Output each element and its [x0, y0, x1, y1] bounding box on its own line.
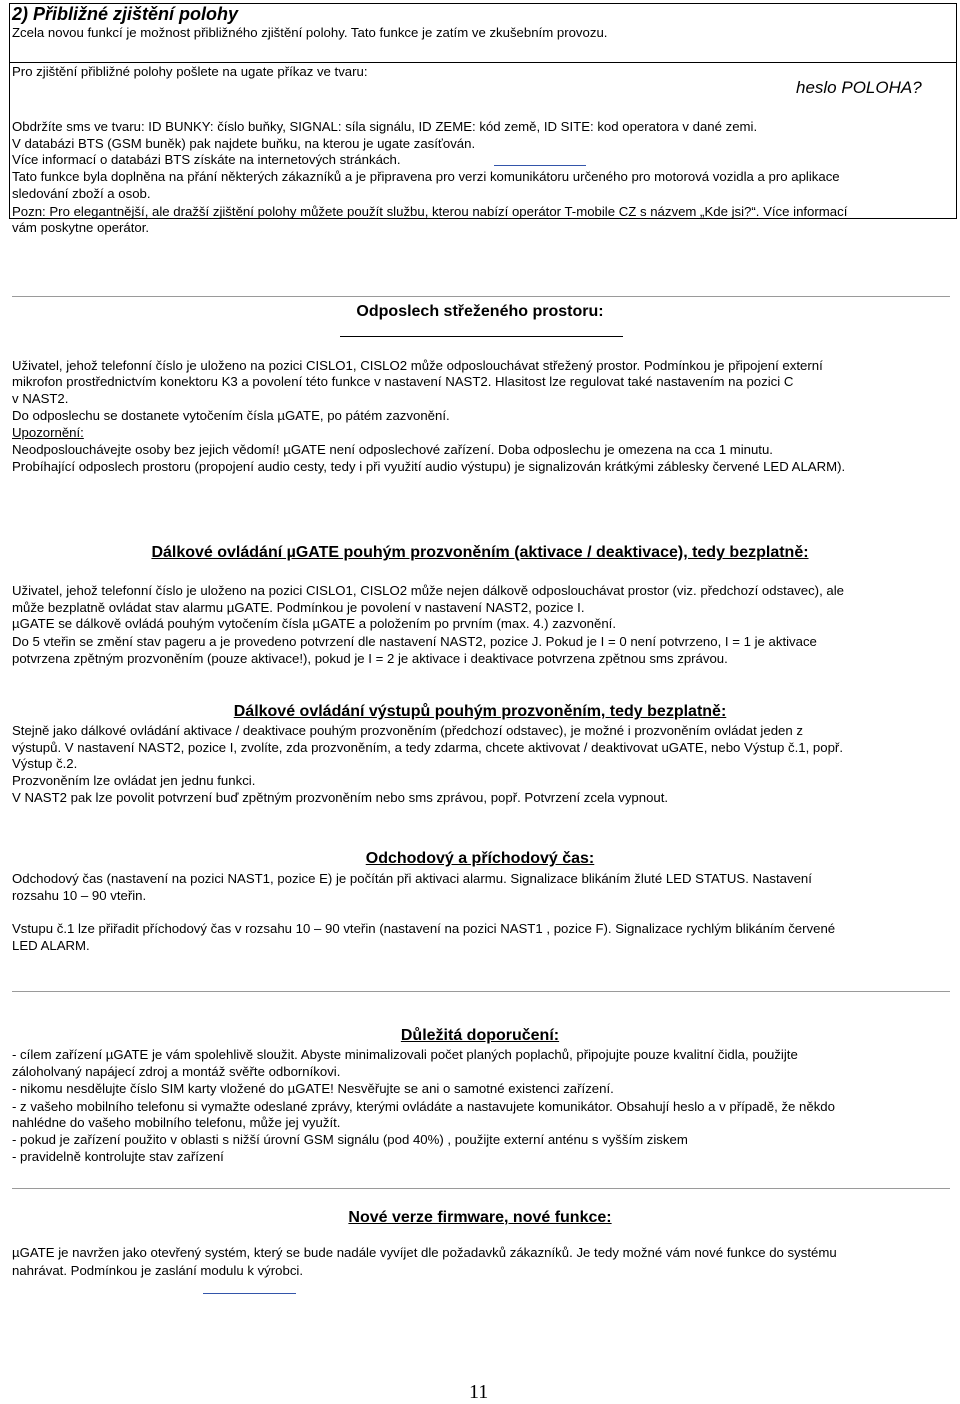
section2-title: 2) Přibližné zjištění polohy [12, 4, 239, 24]
doporuceni-line: - cílem zařízení µGATE je vám spolehlivě sloužit. Abyste minimalizovali počet planých poplachů, připojujte pouze kvalitní čidla, použijte [12, 1047, 798, 1062]
doporuceni-line: záloholvaný napájecí zdroj a montáž svěřte odborníkovi. [12, 1064, 341, 1079]
odposlech-warning-line: Probíhající odposlech prostoru (propojení audio cesty, tedy i při využití audio výstupu) je signalizován krátkými záblesky červené LED ALARM). [12, 459, 846, 474]
odposlech-line: v NAST2. [12, 391, 69, 406]
section2-line: Tato funkce byla doplněna na přání některých zákazníků a je připravena pro verzi komunikátoru určeného pro motorová vozidla a pro aplikace [12, 169, 840, 184]
vystupy-heading: Dálkové ovládání výstupů pouhým prozvoněním, tedy bezplatně: [233, 703, 727, 720]
section2-intro: Zcela novou funkcí je možnost přibližného zjištění polohy. Tato funkce je zatím ve zkušebním provozu. [12, 25, 608, 40]
odchod-line: rozsahu 10 – 90 vteřin. [12, 888, 147, 903]
section2-line: Pozn: Pro elegantnější, ale dražší zjištění polohy můžete použít službu, kterou nabízí operátor T-mobile CZ s názvem „Kde jsi?“. Více informací [12, 204, 848, 219]
doporuceni-line: - pravidelně kontrolujte stav zařízení [12, 1149, 224, 1164]
odchod-heading: Odchodový a příchodový čas: [365, 850, 595, 867]
section2-command-intro: Pro zjištění přibližné polohy pošlete na ugate příkaz ve tvaru: [12, 64, 368, 79]
firmware-line: µGATE je navržen jako otevřený systém, který se bude nadále vyvíjet dle požadavků zákazníků. Je tedy možné vám nové funkce do systému [12, 1245, 837, 1260]
doporuceni-line: - pokud je zařízení použito v oblasti s nižší úrovní GSM signálu (pod 40%) , použijte externí anténu s vyšším ziskem [12, 1132, 688, 1147]
vystupy-line: Prozvoněním lze ovládat jen jednu funkci. [12, 773, 256, 788]
odposlech-warning-line: Neodposlouchávejte osoby bez jejich vědomí! µGATE není odposlechové zařízení. Doba odposlechu je omezena na cca 1 minutu. [12, 442, 773, 457]
section2-command: heslo POLOHA? [796, 78, 922, 97]
odposlech-line: mikrofon prostřednictvím konektoru K3 a povolení této funkce v nastavení NAST2. Hlasitost lze regulovat také nastavením na pozici C [12, 374, 794, 389]
odchod-line: LED ALARM. [12, 938, 90, 953]
dalkove-line: Do 5 vteřin se změní stav pageru a je provedeno potvrzení dle nastavení NAST2, pozice J. Pokud je I = 0 není potvrzeno, I = 1 je aktivace [12, 634, 817, 649]
firmware-link-placeholder[interactable] [203, 1293, 296, 1294]
dalkove-line: může bezplatně ovládat stav alarmu µGATE. Podmínkou je povolení v nastavení NAST2, pozice I. [12, 600, 585, 615]
doporuceni-line: - z vašeho mobilního telefonu si vymažte odeslané zprávy, kterými ovládáte a nastavujete komunikátor. Obsahují heslo a v případě, že někdo [12, 1099, 835, 1114]
firmware-line: nahrávat. Podmínkou je zaslání modulu k výrobci. [12, 1263, 304, 1278]
vystupy-line: V NAST2 pak lze povolit potvrzení buď zpětným prozvoněním nebo sms zprávou, popř. Potvrzení zcela vypnout. [12, 790, 669, 805]
odposlech-line: Uživatel, jehož telefonní číslo je uloženo na pozici CISLO1, CISLO2 může odposlouchávat střežený prostor. Podmínkou je připojení externí [12, 358, 823, 373]
odchod-line: Odchodový čas (nastavení na pozici NAST1, pozice E) je počítán při aktivaci alarmu. Signalizace blikáním žluté LED STATUS. Nastavení [12, 871, 812, 886]
section2-link-placeholder[interactable] [494, 165, 586, 166]
section2-line: Více informací o databázi BTS získáte na internetových stránkách. [12, 152, 401, 167]
divider [12, 1188, 950, 1189]
vystupy-line: Stejně jako dálkové ovládání aktivace / deaktivace pouhým prozvoněním (předchozí odstavec), je možné i prozvoněním ovládat jeden z [12, 723, 803, 738]
odposlech-heading-underline [340, 336, 623, 337]
dalkove-line: potvrzena zpětným prozvoněním (pouze aktivace!), pokud je I = 2 je aktivace i deaktivace potvrzena zpětnou sms zprávou. [12, 651, 728, 666]
odposlech-heading: Odposlech střeženého prostoru: [356, 303, 604, 320]
section2-line: vám poskytne operátor. [12, 220, 150, 235]
section2-line: sledování zboží a osob. [12, 186, 151, 201]
odposlech-warning-label: Upozornění: [12, 425, 84, 440]
divider [12, 991, 950, 992]
vystupy-line: Výstup č.2. [12, 756, 78, 771]
firmware-heading: Nové verze firmware, nové funkce: [348, 1209, 612, 1226]
odposlech-line: Do odposlechu se dostanete vytočením čísla µGATE, po pátém zazvonění. [12, 408, 450, 423]
odchod-line: Vstupu č.1 lze přiřadit příchodový čas v rozsahu 10 – 90 vteřin (nastavení na pozici NAST1 , pozice F). Signalizace rychlým blikáním červené [12, 921, 836, 936]
page-number: 11 [469, 1381, 489, 1403]
vystupy-line: výstupů. V nastavení NAST2, pozice I, zvolíte, zda prozvoněním, a tedy zdarma, chcete aktivovat / deaktivovat uGATE, nebo Výstup č.1, popř. [12, 740, 843, 755]
dalkove-line: µGATE se dálkově ovládá pouhým vytočením čísla µGATE a položením po prvním (max. 4.) zazvonění. [12, 616, 617, 631]
divider [12, 296, 950, 297]
doporuceni-heading: Důležitá doporučení: [400, 1027, 560, 1044]
section2-line: Obdržíte sms ve tvaru: ID BUNKY: číslo buňky, SIGNAL: síla signálu, ID ZEME: kód země, ID SITE: kod operatora v dané zemi. [12, 119, 758, 134]
doporuceni-line: nahlédne do vašeho mobilního telefonu, může jej využít. [12, 1115, 341, 1130]
dalkove-heading: Dálkové ovládání µGATE pouhým prozvoněním (aktivace / deaktivace), tedy bezplatně: [151, 544, 809, 561]
doporuceni-line: - nikomu nesdělujte číslo SIM karty vložené do µGATE! Nesvěřujte se ani o samotné existenci zařízení. [12, 1081, 614, 1096]
dalkove-line: Uživatel, jehož telefonní číslo je uloženo na pozici CISLO1, CISLO2 může nejen dálkově odposlouchávat prostor (viz. předchozí odstavec), ale [12, 583, 844, 598]
section2-line: V databázi BTS (GSM buněk) pak najdete buňku, na kterou je ugate zasíťován. [12, 136, 476, 151]
